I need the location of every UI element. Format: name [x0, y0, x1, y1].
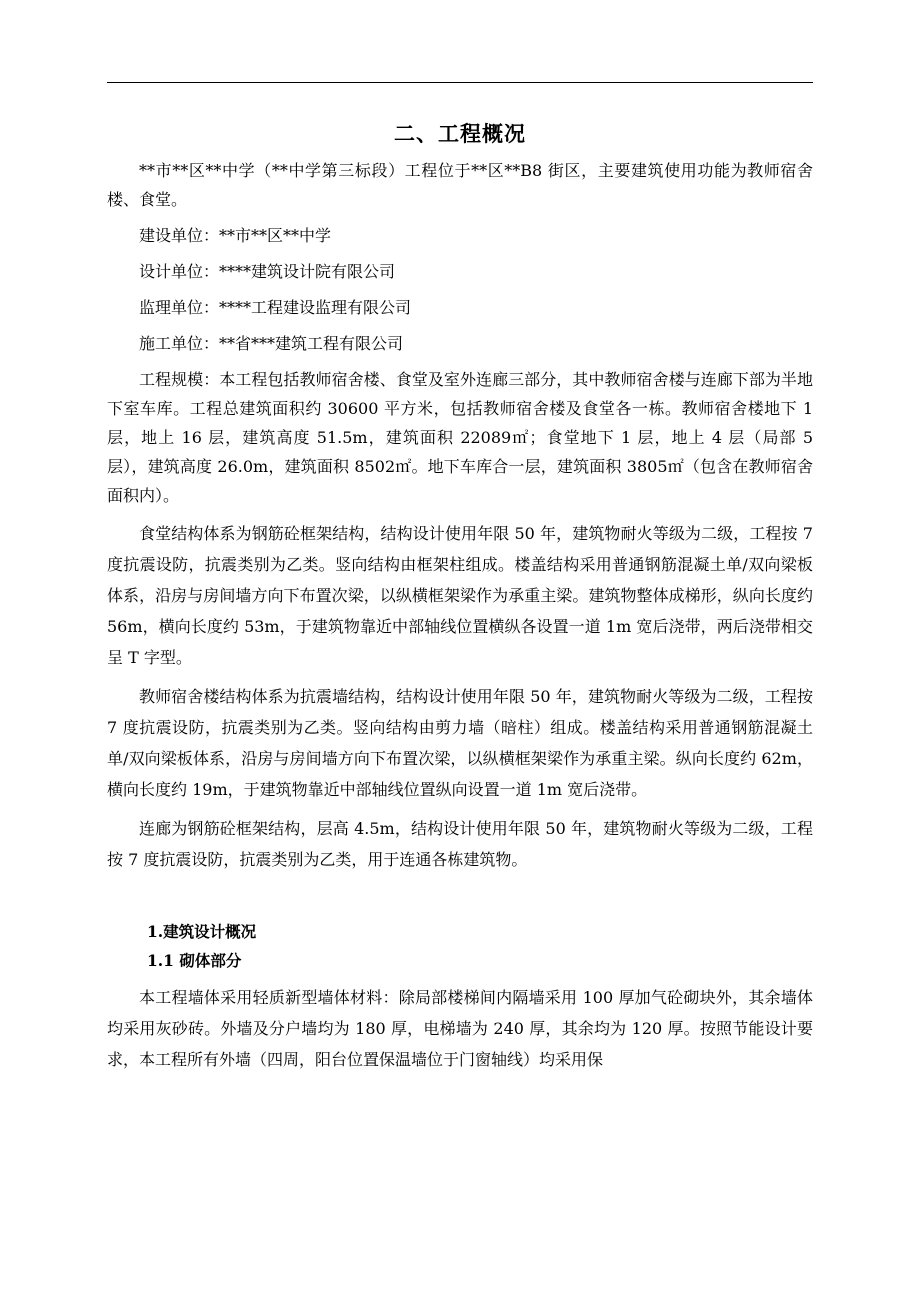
party-line-designer	[107, 257, 813, 286]
party-label: 监理单位：	[139, 298, 220, 317]
party-value: ****建筑设计院有限公司	[219, 262, 396, 281]
party-label: 施工单位：	[139, 334, 220, 353]
section-heading-architecture: 1.建筑设计概况	[147, 922, 257, 941]
masonry-paragraph: 本工程墙体采用轻质新型墙体材料：除局部楼梯间内隔墙采用 100 厚加气砼砌块外，其余墙体均采用灰砂砖。外墙及分户墙均为 180 厚，电梯墙为 240 厚，其余均为 120 厚。按照节能设计要求，本工程所有外墙（四周，阳台位置保温墙位于门窗轴线）均采用保	[107, 988, 813, 1069]
canteen-structure-paragraph: 食堂结构体系为钢筋砼框架结构，结构设计使用年限 50 年，建筑物耐火等级为二级，工程按 7 度抗震设防，抗震类别为乙类。竖向结构由框架柱组成。楼盖结构采用普通钢筋混凝土单/双向梁板体系，沿房与房间墙方向下布置次梁，以纵横框架梁作为承重主梁。建筑物整体成梯形，纵向长度约 56m，横向长度约 53m，于建筑物靠近中部轴线位置横纵各设置一道 1m 宽后浇带，两后浇带相交呈 T 字型。	[107, 524, 813, 667]
project-scale-paragraph: 工程规模：本工程包括教师宿舍楼、食堂及室外连廊三部分，其中教师宿舍楼与连廊下部为半地下室车库。工程总建筑面积约 30600 平方米，包括教师宿舍楼及食堂各一栋。教师宿舍楼地下 1 层，地上 16 层，建筑高度 51.5m，建筑面积 22089㎡；食堂地下 1 层，地上 4 层（局部 5 层），建筑高度 26.0m，建筑面积 8502㎡。地下车库合一层，建筑面积 3805㎡（包含在教师宿舍面积内）。	[107, 370, 813, 505]
party-value: ****工程建设监理有限公司	[219, 298, 412, 317]
page-title: 二、工程概况	[394, 121, 526, 146]
party-value: **省***建筑工程有限公司	[219, 334, 404, 353]
dormitory-structure-paragraph: 教师宿舍楼结构体系为抗震墙结构，结构设计使用年限 50 年，建筑物耐火等级为二级，工程按 7 度抗震设防，抗震类别为乙类。竖向结构由剪力墙（暗柱）组成。楼盖结构采用普通钢筋混凝土单/双向梁板体系，沿房与房间墙方向下布置次梁，以纵横框架梁作为承重主梁。纵向长度约 62m，横向长度约 19m，于建筑物靠近中部轴线位置纵向设置一道 1m 宽后浇带。	[107, 687, 813, 799]
party-value: **市**区**中学	[219, 226, 332, 245]
party-line-contractor	[107, 329, 813, 358]
corridor-structure-paragraph: 连廊为钢筋砼框架结构，层高 4.5m，结构设计使用年限 50 年，建筑物耐火等级为二级，工程按 7 度抗震设防，抗震类别为乙类，用于连通各栋建筑物。	[107, 819, 813, 869]
party-label: 设计单位：	[139, 262, 220, 281]
party-label: 建设单位：	[139, 226, 220, 245]
party-line-client	[107, 221, 813, 250]
document-body	[107, 156, 813, 1075]
party-line-supervisor	[107, 293, 813, 322]
intro-paragraph: **市**区**中学（**中学第三标段）工程位于**区**B8 街区，主要建筑使用功能为教师宿舍楼、食堂。	[107, 161, 813, 209]
header-rule	[107, 82, 813, 83]
subsection-heading-masonry: 1.1 砌体部分	[147, 951, 242, 970]
